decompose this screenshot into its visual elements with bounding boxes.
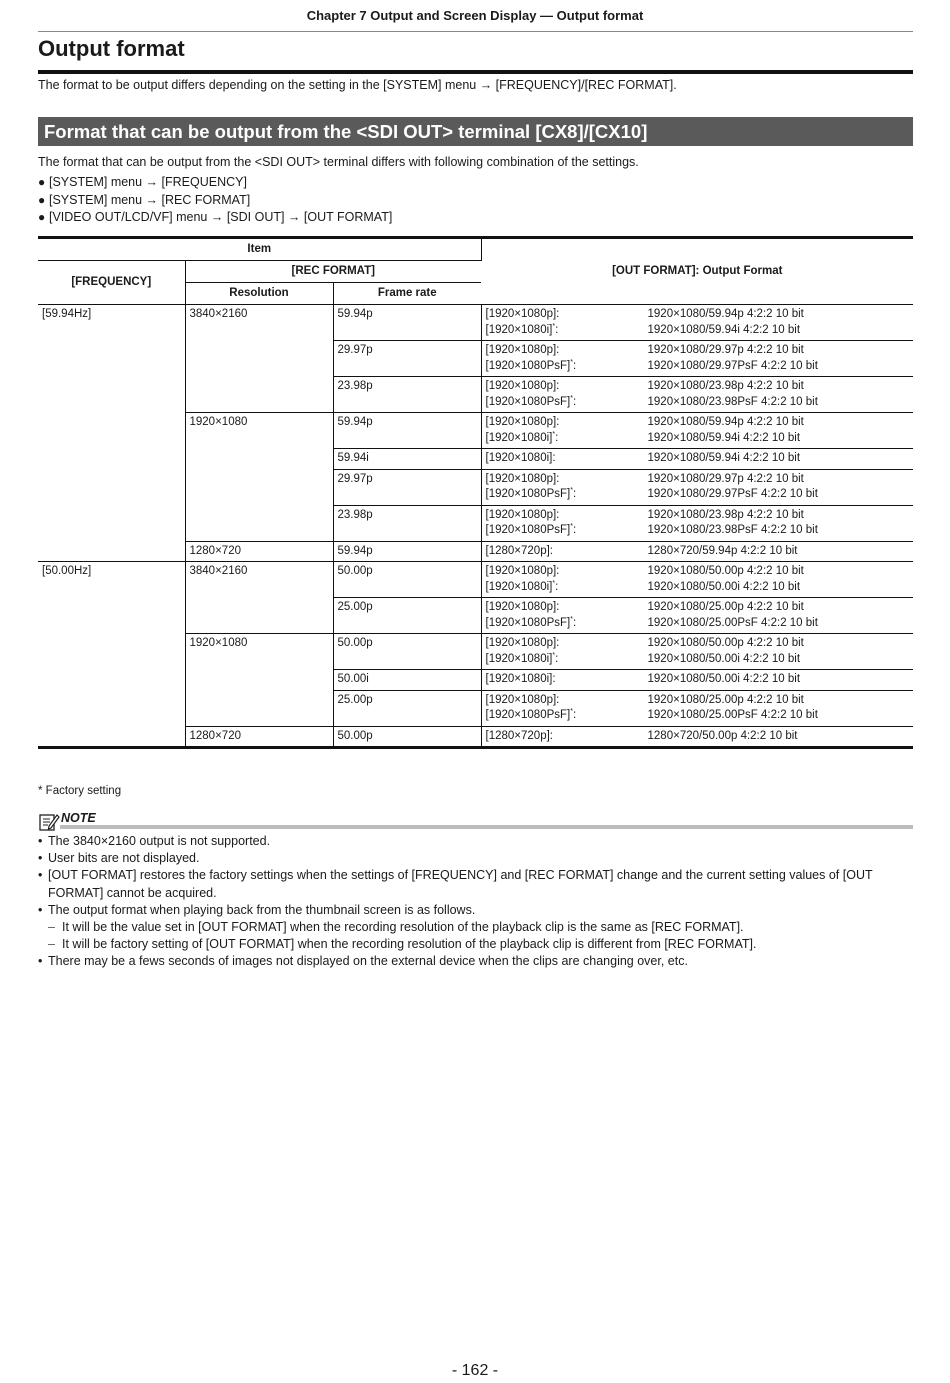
factory-setting-mark: * [570, 708, 573, 716]
output-format-value: 1920×1080/50.00i 4:2:2 10 bit [647, 580, 801, 593]
output-format-cell [481, 634, 913, 670]
header-out-format: [OUT FORMAT]: Output Format [481, 238, 913, 305]
output-format-cell [481, 469, 913, 505]
note-sub-item: – It will be the value set in [OUT FORMAT] when the recording resolution of the playback clip is the same as [REC FORMAT]. [38, 919, 913, 936]
output-format-value: 1920×1080/23.98p 4:2:2 10 bit [647, 380, 804, 392]
header-rec-format: [REC FORMAT] [185, 261, 481, 283]
factory-setting-mark: * [570, 487, 573, 495]
section-heading: Format that can be output from the <SDI OUT> terminal [CX8]/[CX10] [38, 117, 913, 146]
output-format-line [482, 708, 914, 724]
settings-list [38, 174, 392, 227]
output-format-cell [481, 505, 913, 541]
settings-list-item-text: [SYSTEM] menu → [FREQUENCY] [49, 175, 247, 189]
output-format-line [482, 544, 914, 560]
note-divider [60, 825, 913, 829]
note-item: • There may be a fews seconds of images not displayed on the external device when the clips are changing over, etc. [38, 953, 913, 970]
settings-list-item [38, 209, 392, 227]
frame-rate-cell: 59.94p [333, 541, 481, 562]
output-format-line [482, 323, 914, 339]
output-format-table [38, 236, 913, 749]
header-item: Item [38, 238, 481, 261]
header-resolution: Resolution [185, 283, 333, 305]
output-format-line [482, 580, 914, 596]
output-format-line [482, 523, 914, 539]
output-setting-label: [1920×1080p]: [485, 637, 560, 649]
output-format-line [482, 636, 914, 652]
output-format-value: 1280×720/50.00p 4:2:2 10 bit [647, 729, 798, 742]
output-format-line [482, 379, 914, 395]
output-setting-label: [1920×1080p]: [485, 508, 560, 521]
output-format-value: 1920×1080/29.97PsF 4:2:2 10 bit [647, 488, 818, 500]
output-setting-label: [1920×1080i]: [485, 452, 556, 464]
settings-list-item-text: [SYSTEM] menu → [REC FORMAT] [49, 192, 251, 207]
resolution-cell: 3840×2160 [185, 562, 333, 634]
output-setting-label: [1920×1080PsF]*: [485, 708, 577, 721]
output-setting-label: [1920×1080i]*: [485, 322, 559, 336]
note-item: • [OUT FORMAT] restores the factory settings when the settings of [FREQUENCY] and [REC FORMAT] change and the current setting values of [OUT FORMAT] cannot be acquired. [38, 867, 913, 901]
output-format-cell [481, 670, 913, 691]
output-format-line [482, 359, 914, 375]
output-format-line [482, 487, 914, 503]
output-setting-label: [1920×1080PsF]*: [485, 523, 577, 536]
output-format-value: 1920×1080/59.94i 4:2:2 10 bit [647, 452, 801, 464]
note-item: • The 3840×2160 output is not supported. [38, 833, 913, 850]
output-format-value: 1920×1080/59.94p 4:2:2 10 bit [647, 416, 804, 428]
output-setting-label: [1920×1080PsF]*: [485, 358, 577, 372]
settings-list-item-text: [VIDEO OUT/LCD/VF] menu → [SDI OUT] → [OUT FORMAT] [49, 210, 393, 224]
output-format-cell [481, 562, 913, 598]
page-title: Output format [38, 36, 185, 61]
output-format-cell [481, 413, 913, 449]
note-item: • The output format when playing back from the thumbnail screen is as follows. [38, 902, 913, 919]
settings-list-item [38, 174, 392, 192]
output-format-line [482, 307, 914, 323]
frame-rate-cell: 25.00p [333, 690, 481, 726]
output-setting-label: [1920×1080p]: [485, 565, 560, 577]
note-sub-item: – It will be factory setting of [OUT FORMAT] when the recording resolution of the playback clip is different from [REC FORMAT]. [38, 936, 913, 953]
table-row [38, 305, 913, 341]
note-label: NOTE [61, 811, 96, 825]
chapter-header: Chapter 7 Output and Screen Display — Output format [306, 8, 644, 23]
output-format-cell [481, 726, 913, 748]
frame-rate-cell: 50.00p [333, 634, 481, 670]
note-header [38, 810, 913, 832]
resolution-cell: 1280×720 [185, 726, 333, 748]
output-format-line [482, 451, 914, 467]
output-format-line [482, 564, 914, 580]
output-format-line [482, 693, 914, 709]
output-format-value: 1920×1080/29.97p 4:2:2 10 bit [647, 344, 804, 356]
output-setting-label: [1920×1080i]: [485, 673, 556, 685]
output-format-value: 1920×1080/25.00PsF 4:2:2 10 bit [647, 709, 818, 721]
output-format-line [482, 343, 914, 359]
output-format-line [482, 729, 914, 745]
output-setting-label: [1920×1080i]*: [485, 430, 559, 444]
section-description: The format that can be output from the <SDI OUT> terminal differs with following combination of the settings. [38, 155, 639, 169]
output-setting-label: [1920×1080p]: [485, 693, 560, 706]
frame-rate-cell: 59.94p [333, 305, 481, 341]
factory-setting-mark: * [552, 322, 556, 330]
output-format-line [482, 616, 914, 632]
output-format-line [482, 415, 914, 431]
output-setting-label: [1280×720p]: [485, 729, 553, 742]
factory-setting-mark: * [570, 394, 573, 402]
frequency-cell: [50.00Hz] [38, 562, 185, 748]
table-body [38, 305, 913, 748]
output-format-cell [481, 449, 913, 470]
output-format-line [482, 472, 914, 488]
table-row [38, 562, 913, 598]
output-format-value: 1920×1080/23.98p 4:2:2 10 bit [647, 508, 804, 521]
frame-rate-cell: 50.00p [333, 726, 481, 748]
frame-rate-cell: 23.98p [333, 377, 481, 413]
output-format-cell [481, 690, 913, 726]
output-format-line [482, 395, 914, 411]
header-frame-rate: Frame rate [333, 283, 481, 305]
output-setting-label: [1920×1080p]: [485, 416, 560, 428]
resolution-cell: 1280×720 [185, 541, 333, 562]
output-format-value: 1920×1080/23.98PsF 4:2:2 10 bit [647, 395, 818, 408]
output-format-line [482, 672, 914, 688]
resolution-cell: 1920×1080 [185, 413, 333, 542]
frame-rate-cell: 29.97p [333, 469, 481, 505]
frame-rate-cell: 50.00i [333, 670, 481, 691]
bullet-icon: ● [38, 192, 46, 207]
output-format-value: 1920×1080/50.00p 4:2:2 10 bit [647, 565, 804, 577]
factory-setting-mark: * [552, 579, 556, 587]
output-setting-label: [1920×1080PsF]*: [485, 615, 577, 629]
output-setting-label: [1920×1080PsF]*: [485, 394, 577, 408]
resolution-cell: 1920×1080 [185, 634, 333, 727]
output-setting-label: [1920×1080i]*: [485, 579, 559, 593]
output-setting-label: [1920×1080p]: [485, 472, 560, 485]
output-format-cell [481, 598, 913, 634]
output-format-value: 1920×1080/50.00p 4:2:2 10 bit [647, 637, 804, 649]
output-format-value: 1920×1080/25.00p 4:2:2 10 bit [647, 601, 804, 613]
output-format-cell [481, 305, 913, 341]
output-setting-label: [1920×1080p]: [485, 308, 560, 320]
output-format-value: 1920×1080/59.94i 4:2:2 10 bit [647, 323, 801, 336]
factory-setting-mark: * [570, 615, 573, 623]
title-divider [38, 70, 913, 74]
bullet-icon: ● [38, 175, 46, 189]
output-format-line [482, 600, 914, 616]
notes-list [38, 833, 913, 971]
resolution-cell: 3840×2160 [185, 305, 333, 413]
factory-setting-mark: * [570, 358, 573, 366]
output-setting-label: [1280×720p]: [485, 544, 553, 557]
settings-list-item [38, 192, 392, 210]
bullet-icon: ● [38, 210, 46, 224]
output-format-value: 1280×720/59.94p 4:2:2 10 bit [647, 544, 798, 557]
frame-rate-cell: 23.98p [333, 505, 481, 541]
note-pencil-icon [38, 810, 60, 832]
output-format-cell [481, 341, 913, 377]
factory-setting-mark: * [552, 651, 556, 659]
output-format-value: 1920×1080/50.00i 4:2:2 10 bit [647, 652, 801, 665]
output-setting-label: [1920×1080i]*: [485, 651, 559, 665]
frame-rate-cell: 59.94i [333, 449, 481, 470]
output-format-value: 1920×1080/59.94p 4:2:2 10 bit [647, 308, 804, 320]
frame-rate-cell: 59.94p [333, 413, 481, 449]
output-format-line [482, 508, 914, 524]
output-setting-label: [1920×1080p]: [485, 380, 560, 392]
output-format-cell [481, 377, 913, 413]
frequency-cell: [59.94Hz] [38, 305, 185, 562]
frame-rate-cell: 29.97p [333, 341, 481, 377]
output-format-line [482, 431, 914, 447]
header-divider [38, 31, 913, 32]
output-setting-label: [1920×1080p]: [485, 601, 560, 613]
output-setting-label: [1920×1080PsF]*: [485, 487, 577, 500]
frame-rate-cell: 25.00p [333, 598, 481, 634]
output-format-value: 1920×1080/25.00PsF 4:2:2 10 bit [647, 616, 818, 629]
footnote: * Factory setting [38, 785, 122, 797]
note-item: • User bits are not displayed. [38, 850, 913, 867]
output-format-value: 1920×1080/50.00i 4:2:2 10 bit [647, 673, 801, 685]
output-format-value: 1920×1080/59.94i 4:2:2 10 bit [647, 431, 801, 444]
output-format-line [482, 652, 914, 668]
factory-setting-mark: * [552, 430, 556, 438]
page-number: - 162 - [451, 1362, 499, 1379]
factory-setting-mark: * [570, 523, 573, 531]
output-format-value: 1920×1080/25.00p 4:2:2 10 bit [647, 693, 804, 706]
output-format-value: 1920×1080/29.97p 4:2:2 10 bit [647, 472, 804, 485]
output-format-cell [481, 541, 913, 562]
output-setting-label: [1920×1080p]: [485, 344, 560, 356]
output-format-value: 1920×1080/29.97PsF 4:2:2 10 bit [647, 359, 818, 372]
intro-text: The format to be output differs depending on the setting in the [SYSTEM] menu → [FREQUENCY]/[REC FORMAT]. [38, 78, 677, 92]
header-frequency: [FREQUENCY] [38, 261, 185, 305]
output-format-value: 1920×1080/23.98PsF 4:2:2 10 bit [647, 524, 818, 536]
frame-rate-cell: 50.00p [333, 562, 481, 598]
